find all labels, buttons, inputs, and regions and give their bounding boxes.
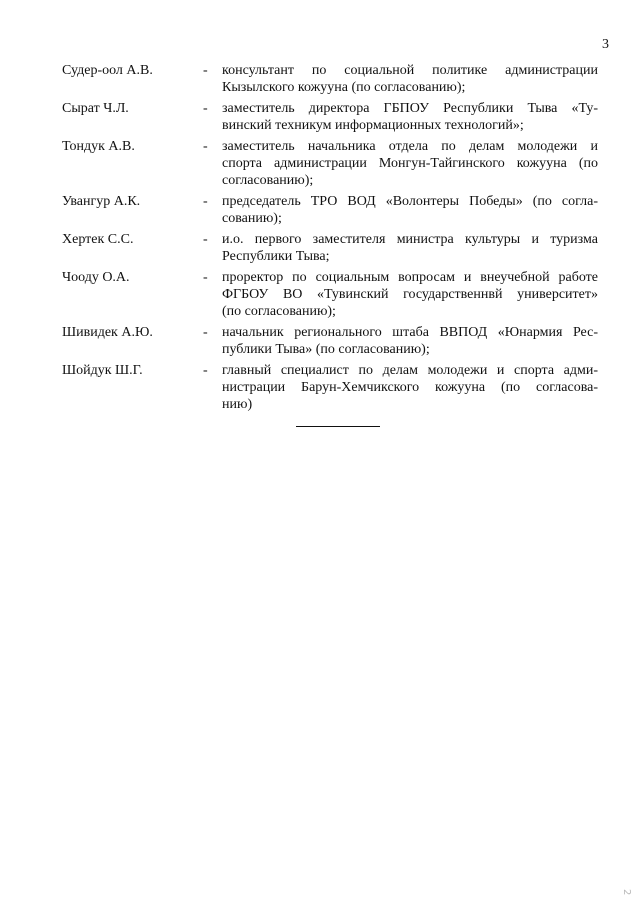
list-dash: - — [203, 63, 208, 78]
member-row — [62, 362, 598, 413]
member-name: Чооду О.А. — [62, 270, 130, 285]
role-line: винский техникум информационных технологий»; — [222, 118, 524, 133]
list-dash: - — [203, 232, 208, 247]
role-line: заместитель директора ГБПОУ Республики Тыва «Ту- — [222, 101, 598, 116]
member-role — [222, 362, 598, 413]
list-dash: - — [203, 101, 208, 116]
member-role — [222, 138, 598, 189]
member-role — [222, 269, 598, 320]
member-name: Судер-оол А.В. — [62, 63, 153, 78]
role-line: и.о. первого заместителя министра культуры и туризма — [222, 232, 598, 247]
role-line: главный специалист по делам молодежи и спорта адми- — [222, 363, 598, 378]
role-line: заместитель начальника отдела по делам молодежи и — [222, 139, 598, 154]
member-row — [62, 231, 598, 265]
member-role — [222, 231, 598, 265]
member-role — [222, 193, 598, 227]
member-name: Шивидек А.Ю. — [62, 325, 153, 340]
role-line: председатель ТРО ВОД «Волонтеры Победы» (по согла- — [222, 194, 598, 209]
page-number: 3 — [602, 37, 609, 52]
role-line: (по согласованию); — [222, 304, 336, 319]
member-row — [62, 269, 598, 320]
role-line: нистрации Барун-Хемчикского кожууна (по согласова- — [222, 380, 598, 395]
member-name: Хертек С.С. — [62, 232, 134, 247]
role-line: ФГБОУ ВО «Тувинский государственнвй университет» — [222, 287, 598, 302]
member-name: Тондук А.В. — [62, 139, 135, 154]
role-line: начальник регионального штаба ВВПОД «Юнармия Рес- — [222, 325, 598, 340]
role-line: Республики Тыва; — [222, 249, 330, 264]
closing-rule — [296, 426, 380, 427]
member-row — [62, 138, 598, 189]
member-role — [222, 324, 598, 358]
member-row — [62, 193, 598, 227]
list-dash: - — [203, 270, 208, 285]
role-line: спорта администрации Монгун-Тайгинского кожууна (по — [222, 156, 598, 171]
member-name: Шойдук Ш.Г. — [62, 363, 143, 378]
corner-mark: 2 — [621, 888, 632, 895]
member-row — [62, 324, 598, 358]
role-line: нию) — [222, 397, 253, 412]
member-row — [62, 62, 598, 96]
role-line: консультант по социальной политике администрации — [222, 63, 598, 78]
role-line: Кызылского кожууна (по согласованию); — [222, 80, 466, 95]
member-name: Увангур А.К. — [62, 194, 141, 209]
members-list — [62, 62, 598, 417]
member-role — [222, 100, 598, 134]
role-line: проректор по социальным вопросам и внеучебной работе — [222, 270, 598, 285]
member-role — [222, 62, 598, 96]
list-dash: - — [203, 139, 208, 154]
member-name: Сырат Ч.Л. — [62, 101, 129, 116]
role-line: публики Тыва» (по согласованию); — [222, 342, 430, 357]
member-row — [62, 100, 598, 134]
list-dash: - — [203, 194, 208, 209]
list-dash: - — [203, 363, 208, 378]
role-line: согласованию); — [222, 173, 314, 188]
list-dash: - — [203, 325, 208, 340]
role-line: сованию); — [222, 211, 282, 226]
